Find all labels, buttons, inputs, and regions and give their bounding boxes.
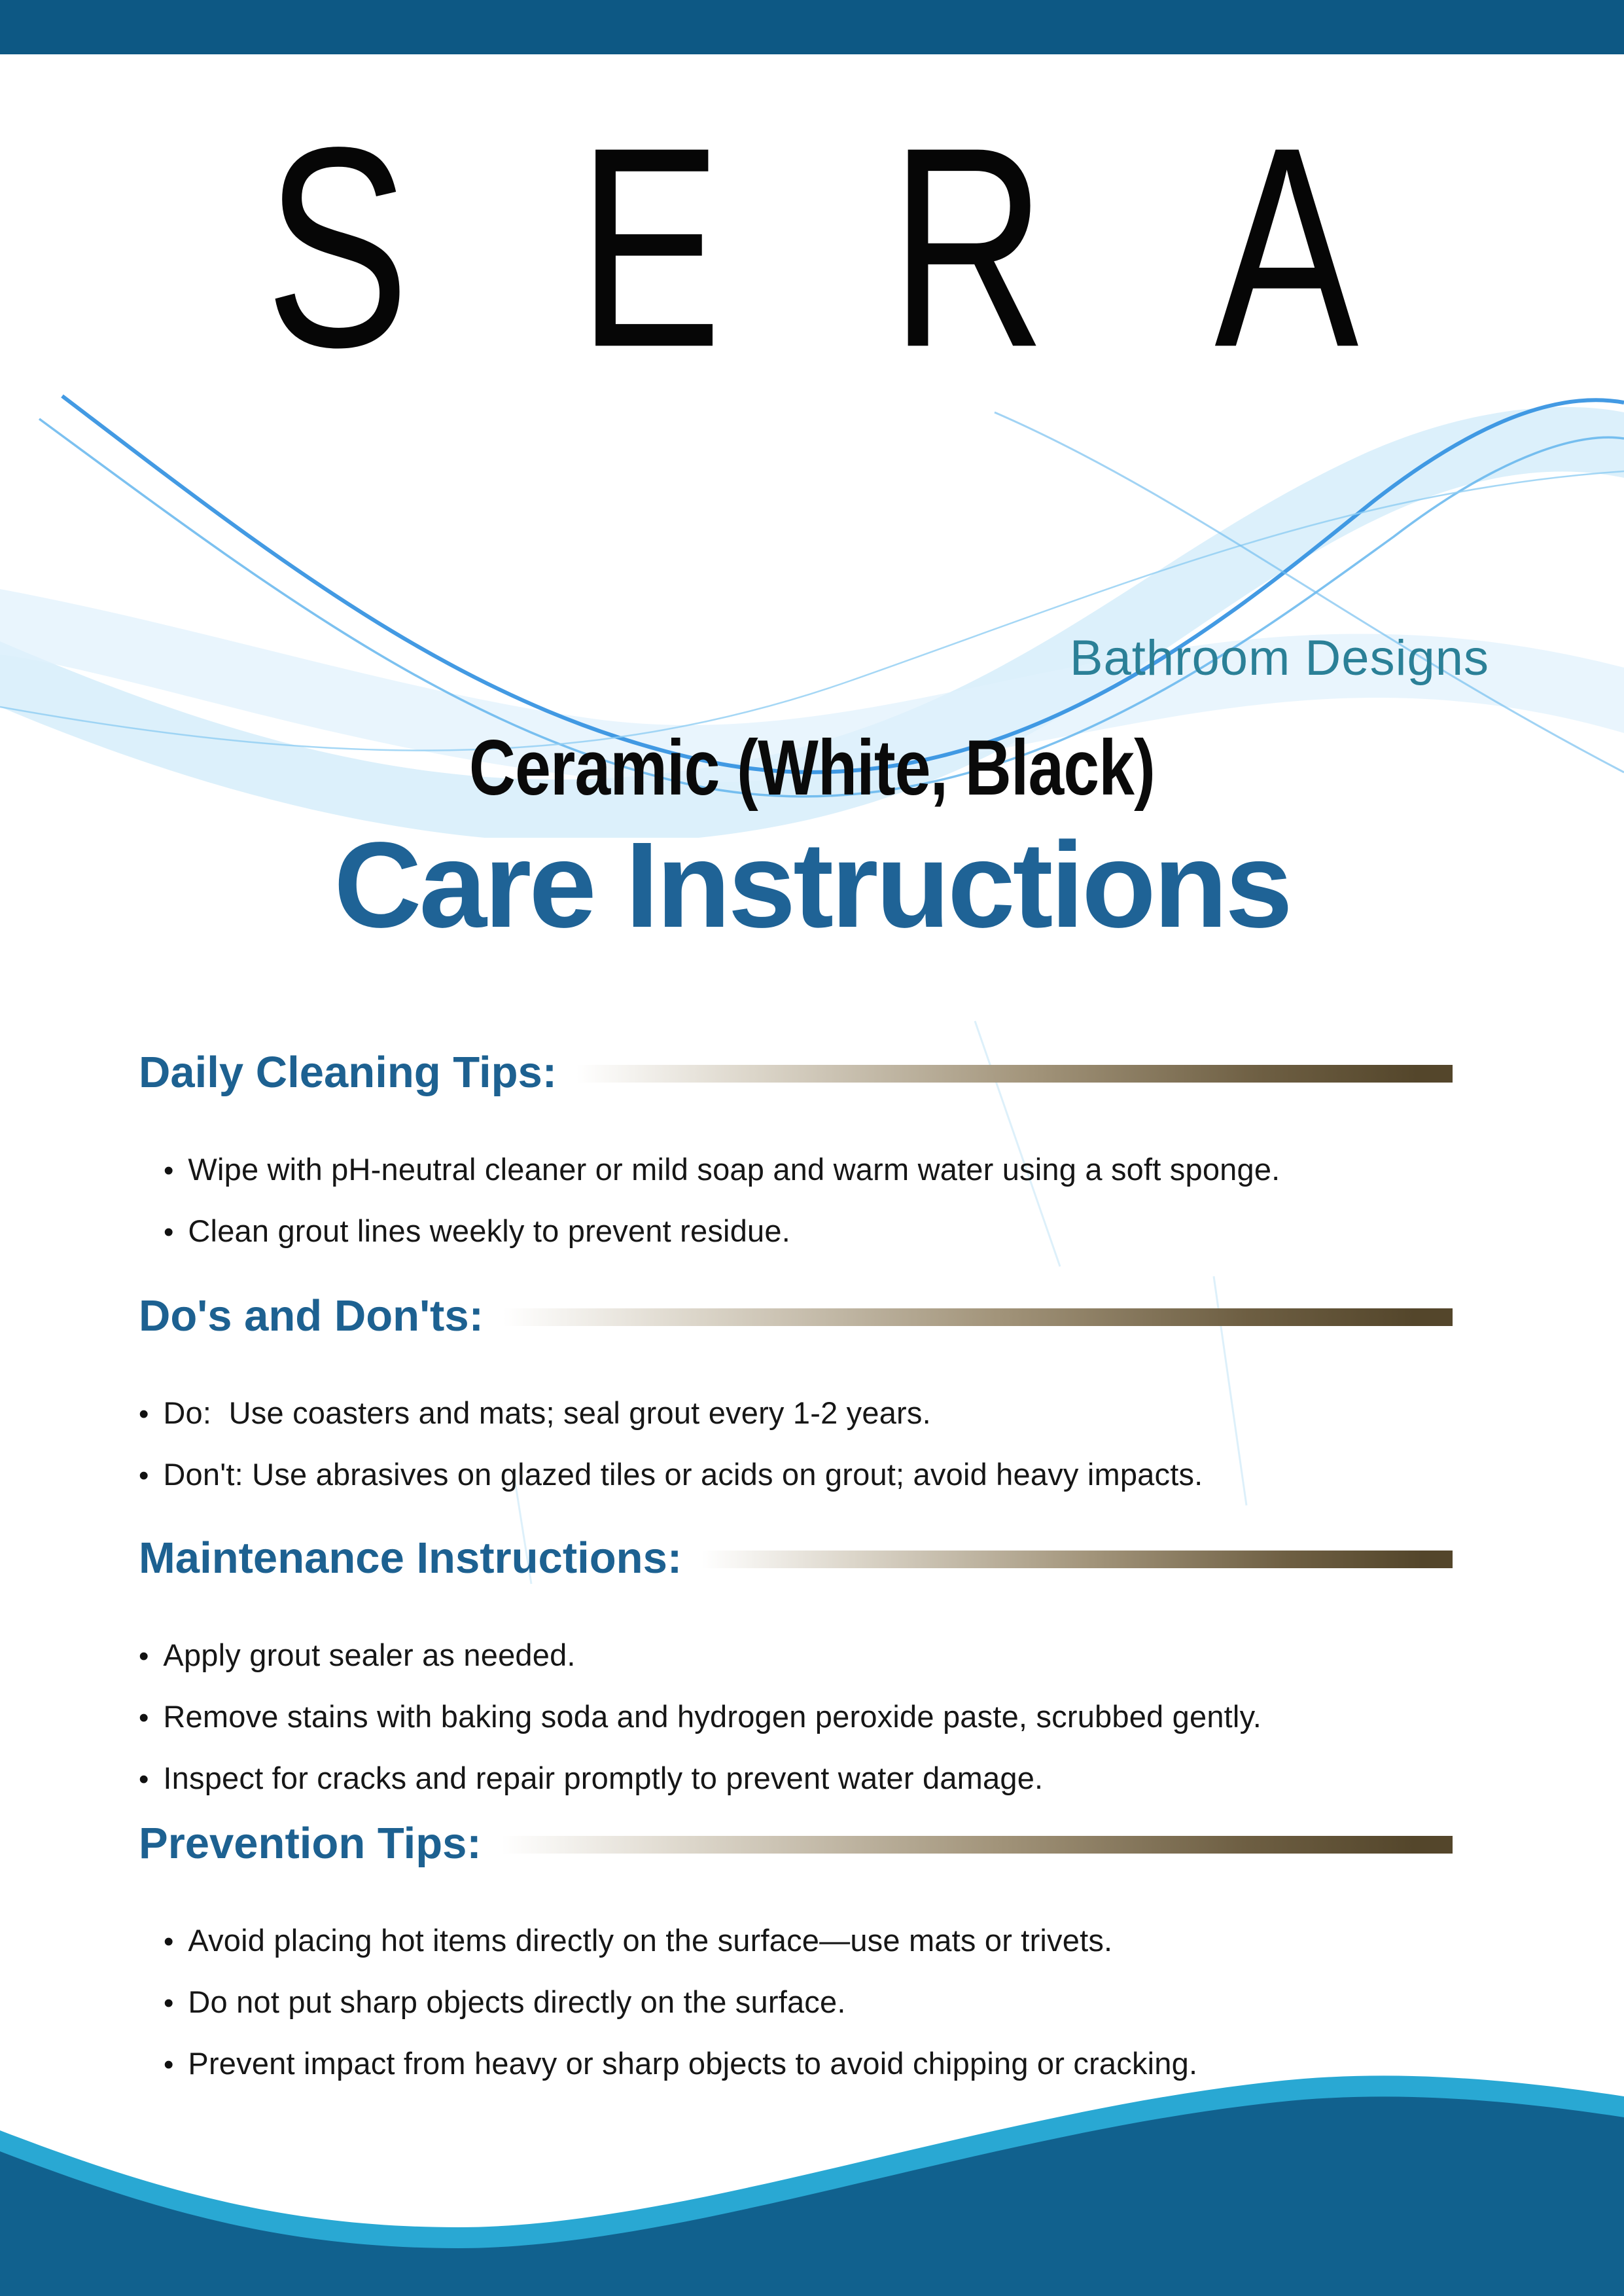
section-heading-row xyxy=(139,1533,1453,1583)
section-daily-cleaning-tips xyxy=(139,1047,1453,1263)
section-heading-row xyxy=(139,1047,1453,1098)
bullet-dot-icon: • xyxy=(139,1460,149,1492)
bullet-dot-icon: • xyxy=(164,2049,174,2081)
bullet-text: Do not put sharp objects directly on the surface. xyxy=(188,1984,846,2020)
section-heading-row xyxy=(139,1818,1453,1869)
bullet-list xyxy=(139,1625,1453,1810)
bullet-text: Don't: Use abrasives on glazed tiles or acids on grout; avoid heavy impacts. xyxy=(163,1457,1203,1492)
bullet-dot-icon: • xyxy=(164,1987,174,2020)
section-heading: Do's and Don'ts: xyxy=(139,1291,484,1340)
product-variant-title: Ceramic (White, Black) xyxy=(468,724,1156,812)
top-border-bar xyxy=(0,0,1624,54)
bullet-dot-icon: • xyxy=(139,1763,149,1796)
section-heading: Maintenance Instructions: xyxy=(139,1534,682,1583)
bullet-text: Apply grout sealer as needed. xyxy=(163,1638,576,1673)
bullet-item xyxy=(139,1625,1453,1687)
section-dos-and-donts xyxy=(139,1291,1453,1506)
page-title: Care Instructions xyxy=(334,817,1290,953)
bullet-dot-icon: • xyxy=(139,1640,149,1673)
bullet-text: Inspect for cracks and repair promptly to prevent water damage. xyxy=(163,1761,1044,1796)
section-divider-bar xyxy=(701,1551,1453,1568)
bullet-text: Prevent impact from heavy or sharp objects to avoid chipping or cracking. xyxy=(188,2046,1198,2081)
footer-wave-dark xyxy=(0,2096,1624,2296)
bullet-text: Wipe with pH-neutral cleaner or mild soap and warm water using a soft sponge. xyxy=(188,1152,1280,1187)
bullet-item xyxy=(164,1910,1453,1972)
bullet-list xyxy=(139,1383,1453,1506)
bullet-dot-icon: • xyxy=(139,1702,149,1734)
brand-logo-text: SERA xyxy=(265,87,1527,406)
bullet-item xyxy=(164,1201,1453,1263)
bullet-item xyxy=(164,1139,1453,1201)
bullet-text: Clean grout lines weekly to prevent residue. xyxy=(188,1213,790,1249)
section-maintenance-instructions xyxy=(139,1533,1453,1810)
bullet-dot-icon: • xyxy=(139,1398,149,1431)
bullet-text: Avoid placing hot items directly on the surface—use mats or trivets. xyxy=(188,1923,1113,1958)
section-divider-bar xyxy=(576,1065,1453,1083)
bullet-item xyxy=(139,1383,1453,1444)
section-divider-bar xyxy=(501,1836,1453,1854)
section-divider-bar xyxy=(503,1308,1453,1326)
section-heading: Prevention Tips: xyxy=(139,1819,482,1868)
bullet-item xyxy=(139,1748,1453,1810)
bullet-text: Remove stains with baking soda and hydrogen peroxide paste, scrubbed gently. xyxy=(163,1699,1262,1734)
section-heading-row xyxy=(139,1291,1453,1341)
footer-wave-graphic xyxy=(0,2021,1624,2296)
bullet-text: Do: Use coasters and mats; seal grout every 1-2 years. xyxy=(163,1395,931,1431)
bullet-dot-icon: • xyxy=(164,1155,174,1187)
brand-tagline: Bathroom Designs xyxy=(1069,630,1489,686)
section-heading: Daily Cleaning Tips: xyxy=(139,1048,557,1097)
bullet-item xyxy=(139,1444,1453,1506)
bullet-dot-icon: • xyxy=(164,1926,174,1958)
bullet-dot-icon: • xyxy=(164,1216,174,1249)
bullet-item xyxy=(139,1687,1453,1748)
bullet-list xyxy=(139,1139,1453,1263)
